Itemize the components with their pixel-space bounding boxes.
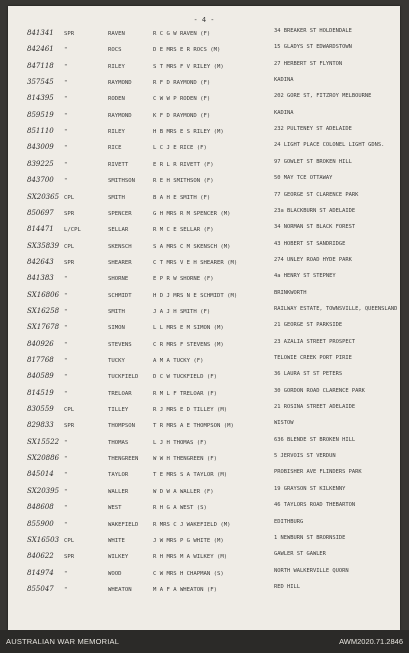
service-number: 855047 xyxy=(27,584,54,593)
surname: WALLER xyxy=(108,488,129,495)
next-of-kin: L J H THOMAS (F) xyxy=(153,439,207,446)
surname: RICE xyxy=(108,145,122,152)
service-number: 840589 xyxy=(27,372,54,381)
service-number: 842643 xyxy=(27,257,54,266)
next-of-kin: C R MRS F STEVENS (M) xyxy=(153,341,224,348)
next-of-kin: L L MRS E M SIMON (M) xyxy=(153,325,224,332)
service-number: 357545 xyxy=(27,78,54,87)
rank: " xyxy=(64,439,68,446)
next-of-kin: J A J H SMITH (F) xyxy=(153,308,211,315)
service-number: SX15522 xyxy=(27,437,60,446)
surname: TUCKFIELD xyxy=(108,374,139,381)
surname: THOMAS xyxy=(108,439,129,446)
rank: " xyxy=(64,488,68,495)
address: 4a HENRY ST STEPNEY xyxy=(274,273,336,280)
surname: TILLEY xyxy=(108,407,129,414)
rank: " xyxy=(64,358,68,364)
next-of-kin: W W H THENGREEN (F) xyxy=(153,456,217,463)
rank: " xyxy=(64,505,68,512)
rank: CPL xyxy=(64,243,75,250)
address: PROBISHER AVE FLINDERS PARK xyxy=(274,469,362,476)
surname: RODEN xyxy=(108,96,125,103)
next-of-kin: H D J MRS N E SCHMIDT (M) xyxy=(153,292,238,299)
rank: " xyxy=(64,472,68,479)
next-of-kin: R J MRS E D TILLEY (M) xyxy=(153,407,228,414)
surname: RILEY xyxy=(108,129,125,136)
next-of-kin: H B MRS E S RILEY (M) xyxy=(153,129,224,136)
next-of-kin: E P R W SHORNE (F) xyxy=(153,276,214,283)
next-of-kin: A M A TUCKY (F) xyxy=(153,358,204,364)
rank: " xyxy=(64,341,68,348)
surname: WHEATON xyxy=(108,586,132,593)
service-number: 851110 xyxy=(27,127,54,136)
service-number: 859519 xyxy=(27,110,54,119)
service-number: 840926 xyxy=(27,339,54,348)
next-of-kin: R H MRS M A WILKEY (M) xyxy=(153,554,228,561)
service-number: SX20886 xyxy=(27,454,60,463)
rank: " xyxy=(64,292,68,299)
rank: " xyxy=(64,325,68,332)
address: KADINA xyxy=(274,77,294,84)
rank: " xyxy=(64,570,68,577)
next-of-kin: G H MRS R M SPENCER (M) xyxy=(153,210,231,217)
address: 202 GORE ST, FITZROY MELBOURNE xyxy=(274,93,372,100)
surname: SKENSCH xyxy=(108,243,132,250)
service-number: 830559 xyxy=(27,405,54,414)
rank: CPL xyxy=(64,407,75,414)
surname: WOOD xyxy=(108,570,122,577)
address: GAWLER ST GAWLER xyxy=(274,551,326,558)
rank: " xyxy=(64,112,68,119)
rank: L/CPL xyxy=(64,227,81,234)
rank: " xyxy=(64,521,68,528)
next-of-kin: D C W TUCKFIELD (F) xyxy=(153,374,217,381)
service-number: 814395 xyxy=(27,94,54,103)
next-of-kin: T E MRS S A TAYLOR (M) xyxy=(153,472,228,479)
next-of-kin: R M C E SELLAR (F) xyxy=(153,227,214,234)
service-number: 814471 xyxy=(27,225,54,234)
surname: SHEARER xyxy=(108,259,132,266)
surname: WHITE xyxy=(108,537,125,544)
next-of-kin: R M L F TRELOAR (F) xyxy=(153,390,217,397)
next-of-kin: R MRS C J WAKEFIELD (M) xyxy=(153,521,231,528)
service-number: 845014 xyxy=(27,470,54,479)
footer-accession-number: AWM2020.71.2846 xyxy=(339,637,403,646)
service-number: SX20365 xyxy=(27,192,60,201)
surname: STEVENS xyxy=(108,341,132,348)
address: 15 GLADYS ST EDWARDSTOWN xyxy=(274,44,352,51)
service-number: 843009 xyxy=(27,143,54,152)
rank: SPR xyxy=(64,259,75,266)
next-of-kin: T R MRS A E THOMPSON (M) xyxy=(153,423,234,430)
document-page xyxy=(8,6,400,630)
rank: " xyxy=(64,96,68,103)
rank: " xyxy=(64,374,68,381)
surname: SELLAR xyxy=(108,227,129,234)
address: 27 HERBERT ST FLYNTON xyxy=(274,60,343,67)
rank: CPL xyxy=(64,537,75,544)
surname: RAYMOND xyxy=(108,112,132,119)
rank: " xyxy=(64,586,68,593)
next-of-kin: S T MRS F V RILEY (M) xyxy=(153,63,224,70)
service-number: 847118 xyxy=(27,61,54,70)
service-number: SX16503 xyxy=(27,535,60,544)
footer-institution: AUSTRALIAN WAR MEMORIAL xyxy=(6,637,120,646)
address: TELOWIE CREEK PORT PIRIE xyxy=(274,355,352,361)
next-of-kin: W D W A WALLER (F) xyxy=(153,488,214,495)
service-number: 855900 xyxy=(27,519,54,528)
address: 232 PULTENEY ST ADELAIDE xyxy=(274,126,352,133)
service-number: 839225 xyxy=(27,159,54,168)
next-of-kin: R F D RAYMOND (F) xyxy=(153,80,211,87)
next-of-kin: L C J E RICE (F) xyxy=(153,145,207,152)
rank: SPR xyxy=(64,31,75,37)
address: 19 GRAYSON ST KILKENNY xyxy=(274,485,346,492)
surname: SMITHSON xyxy=(108,178,135,185)
rank: " xyxy=(64,178,68,185)
address: 21 ROSINA STREET ADELAIDE xyxy=(274,404,356,411)
surname: RAVEN xyxy=(108,31,125,37)
next-of-kin: D E MRS E R ROCS (M) xyxy=(153,47,221,54)
address: KADINA xyxy=(274,109,294,116)
rank: CPL xyxy=(64,194,75,201)
address: EDITHBURG xyxy=(274,518,304,525)
next-of-kin: E R L R RIVETT (F) xyxy=(153,161,214,168)
next-of-kin: K F D RAYMOND (F) xyxy=(153,112,211,119)
surname: SMITH xyxy=(108,194,125,201)
service-number: 814974 xyxy=(27,568,54,577)
next-of-kin: S A MRS C M SKENSCH (M) xyxy=(153,243,231,250)
address: 21 GEORGE ST PARKSIDE xyxy=(274,322,343,329)
surname: RIVETT xyxy=(108,161,129,168)
rank: " xyxy=(64,390,68,397)
surname: WILKEY xyxy=(108,554,129,561)
next-of-kin: B A H E SMITH (F) xyxy=(153,194,211,201)
footer-bar xyxy=(0,630,409,653)
rank: " xyxy=(64,80,68,87)
surname: WAKEFIELD xyxy=(108,521,139,528)
next-of-kin: C W W P RODEN (F) xyxy=(153,96,211,103)
next-of-kin: R C G W RAVEN (F) xyxy=(153,31,211,37)
surname: SPENCER xyxy=(108,210,132,217)
address: 5 JERVOIS ST VERDUN xyxy=(274,453,336,460)
address: 636 BLENDE ST BROKEN HILL xyxy=(274,436,356,443)
table-row xyxy=(8,584,400,606)
address: NORTH WALKERVILLE QUORN xyxy=(274,567,349,574)
rank: SPR xyxy=(64,423,75,430)
service-number: 829833 xyxy=(27,421,54,430)
surname: THENGREEN xyxy=(108,456,139,463)
surname: SIMON xyxy=(108,325,125,332)
rank: SPR xyxy=(64,210,75,217)
service-number: 814519 xyxy=(27,388,54,397)
next-of-kin: J W MRS P G WHITE (M) xyxy=(153,537,224,544)
address: 77 GEORGE ST CLARENCE PARK xyxy=(274,191,359,198)
address: 23 AZALIA STREET PROSPECT xyxy=(274,338,356,345)
rank: " xyxy=(64,308,68,315)
rank: " xyxy=(64,161,68,168)
rank: SPR xyxy=(64,554,75,561)
address: RED HILL xyxy=(274,583,300,590)
service-number: 842461 xyxy=(27,45,54,54)
service-number: SX16806 xyxy=(27,290,60,299)
rank: " xyxy=(64,276,68,283)
rank: " xyxy=(64,47,68,54)
surname: RILEY xyxy=(108,63,125,70)
surname: SHORNE xyxy=(108,276,129,283)
address: 43 HOBERT ST SANDRIDGE xyxy=(274,240,346,247)
surname: TUCKY xyxy=(108,358,125,364)
address: WISTOW xyxy=(274,420,294,427)
next-of-kin: R H G A WEST (S) xyxy=(153,505,207,512)
next-of-kin: C T MRS V E H SHEARER (M) xyxy=(153,259,238,266)
page-number: - 4 - xyxy=(193,16,215,24)
service-number: 850697 xyxy=(27,208,54,217)
service-number: SX16258 xyxy=(27,306,60,315)
surname: SMITH xyxy=(108,308,125,315)
address: 36 LAURA ST ST PETERS xyxy=(274,371,343,378)
next-of-kin: R E H SMITHSON (F) xyxy=(153,178,214,185)
surname: ROCS xyxy=(108,47,122,54)
address: 23a BLACKBURN ST ADELAIDE xyxy=(274,207,356,214)
service-number: SX35839 xyxy=(27,241,60,250)
surname: TRELOAR xyxy=(108,390,132,397)
service-number: 848608 xyxy=(27,503,54,512)
address: 34 NORMAN ST BLACK FOREST xyxy=(274,224,356,231)
rank: " xyxy=(64,456,68,463)
surname: WEST xyxy=(108,505,122,512)
rank: " xyxy=(64,63,68,70)
rank: " xyxy=(64,145,68,152)
rank: " xyxy=(64,129,68,136)
service-number: 841341 xyxy=(27,29,54,37)
service-number: 840622 xyxy=(27,552,54,561)
surname: SCHMIDT xyxy=(108,292,132,299)
surname: RAYMOND xyxy=(108,80,132,87)
address: 1 NEWBURN ST BRORNSIDE xyxy=(274,534,346,541)
address: 24 LIGHT PLACE COLONEL LIGHT GDNS. xyxy=(274,142,385,149)
service-number: SX20395 xyxy=(27,486,60,495)
address: 274 UNLEY ROAD HYDE PARK xyxy=(274,256,352,263)
address: 97 GOWLET ST BROKEN HILL xyxy=(274,158,352,165)
service-number: SX17678 xyxy=(27,323,60,332)
address: 30 GORDON ROAD CLARENCE PARK xyxy=(274,387,365,394)
address: BRINKWORTH xyxy=(274,289,307,296)
surname: THOMPSON xyxy=(108,423,135,430)
address: 50 MAY TCE OTTAWAY xyxy=(274,175,333,182)
address: RAILWAY ESTATE, TOWNSVILLE, QUEENSLAND xyxy=(274,305,398,312)
service-number: 843700 xyxy=(27,176,54,185)
address: 34 BREAKER ST HOLDENDALE xyxy=(274,28,352,34)
next-of-kin: C W MRS H CHAPMAN (S) xyxy=(153,570,224,577)
service-number: 817768 xyxy=(27,356,54,364)
service-number: 841383 xyxy=(27,274,54,283)
next-of-kin: M A F A WHEATON (F) xyxy=(153,586,217,593)
address: 46 TAYLORS ROAD THEBARTON xyxy=(274,502,356,509)
surname: TAYLOR xyxy=(108,472,129,479)
